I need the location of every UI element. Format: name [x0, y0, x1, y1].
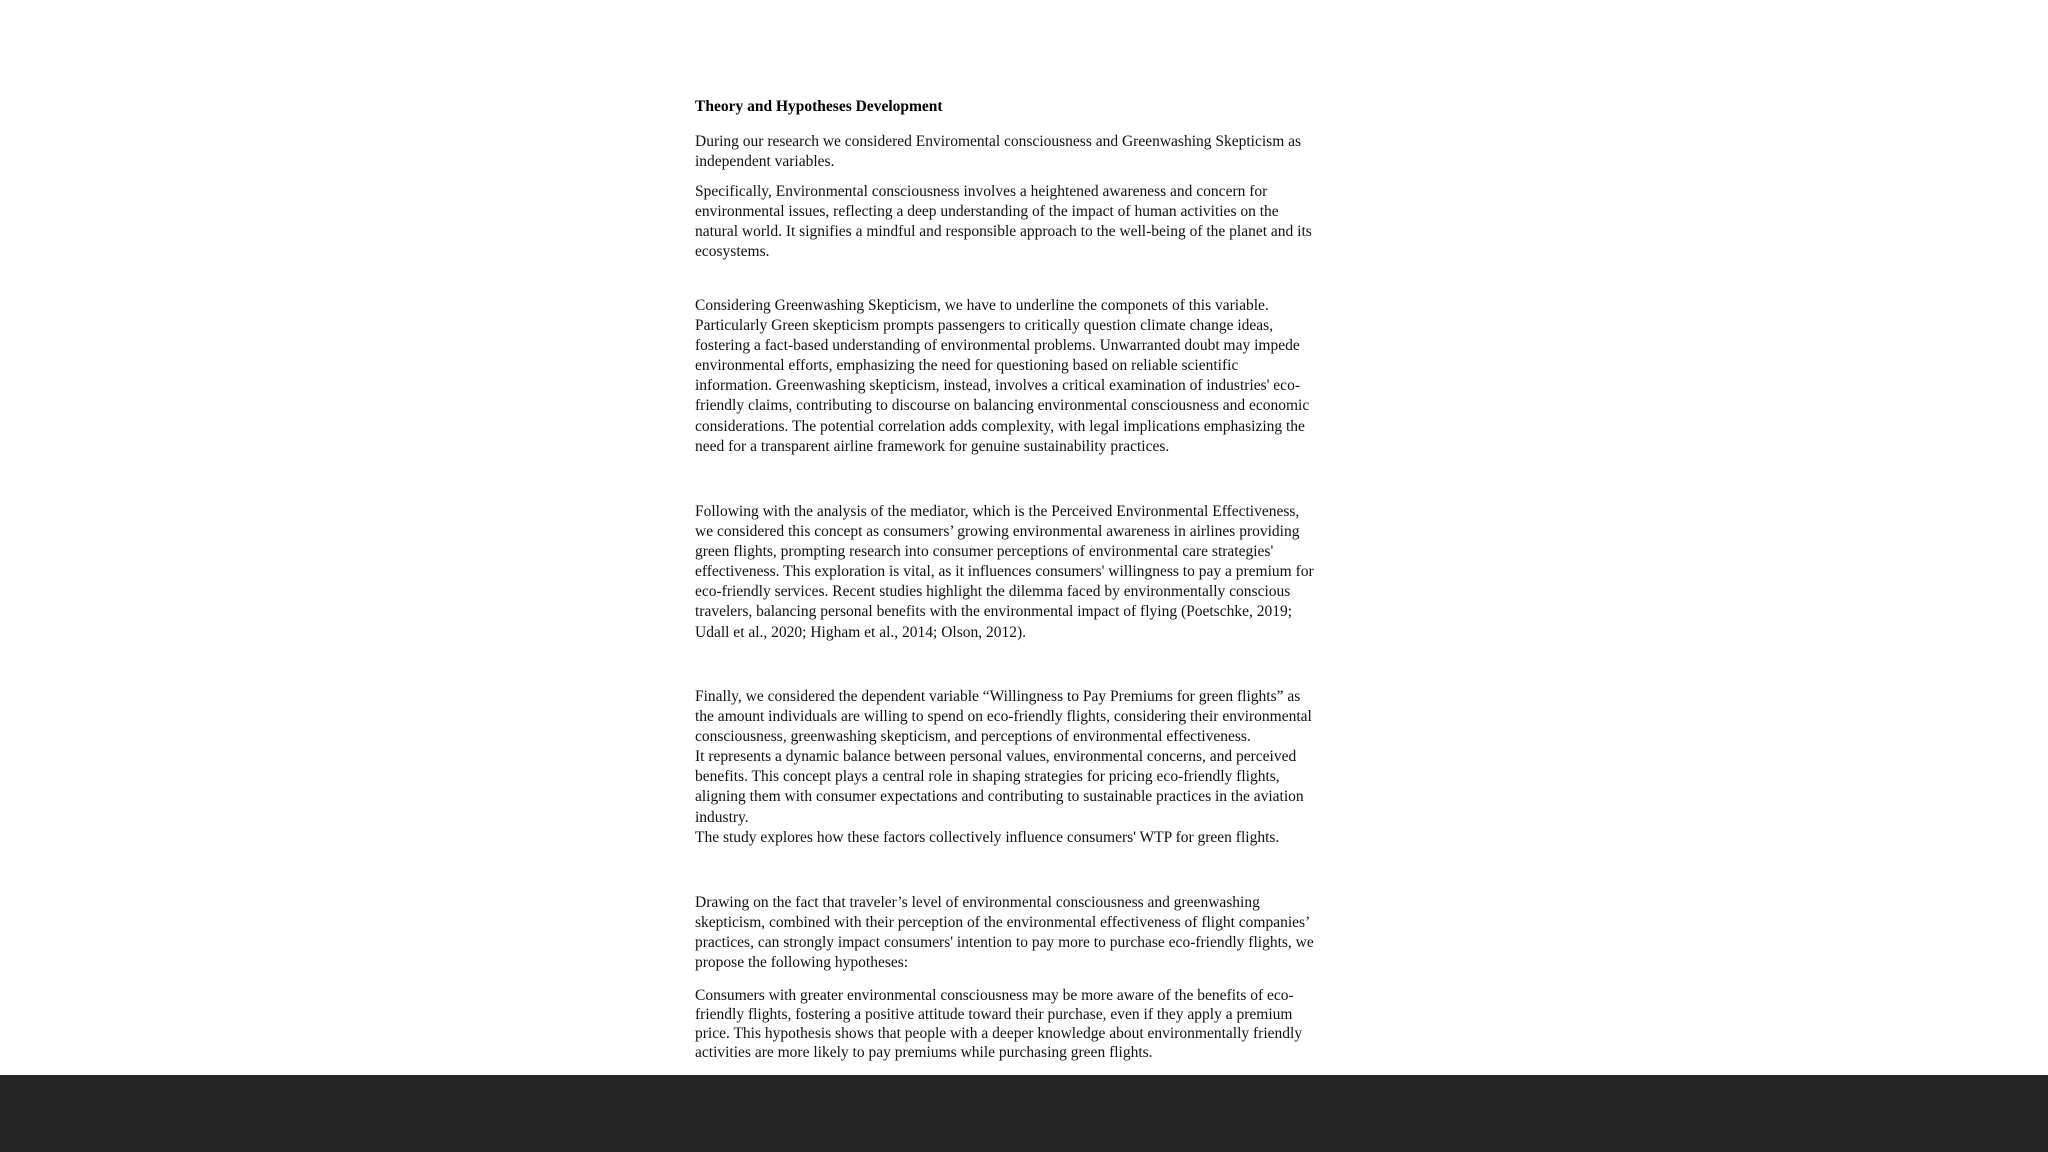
- text-line: Drawing on the fact that traveler’s level of environmental consciousness and greenwashing: [695, 894, 1260, 911]
- text-line: eco-friendly services. Recent studies highlight the dilemma faced by environmentally conscious: [695, 583, 1291, 601]
- text-line: green flights, prompting research into consumer perceptions of environmental care strategies': [695, 543, 1274, 561]
- text-line: consciousness, greenwashing skepticism, and perceptions of environmental effectiveness.: [695, 728, 1251, 746]
- text-line: friendly flights, fostering a positive attitude toward their purchase, even if they apply a premium: [695, 1006, 1293, 1023]
- text-line: Following with the analysis of the mediator, which is the Perceived Environmental Effectiveness,: [695, 503, 1300, 520]
- paragraph-dependent-variable: [695, 687, 1355, 848]
- section-heading: Theory and Hypotheses Development: [695, 98, 943, 115]
- text-line: Finally, we considered the dependent variable “Willingness to Pay Premiums for green flights” as: [695, 688, 1301, 705]
- text-line: It represents a dynamic balance between personal values, environmental concerns, and perceived: [695, 748, 1297, 766]
- text-line: environmental issues, reflecting a deep understanding of the impact of human activities on the: [695, 203, 1279, 221]
- bottom-bar: [0, 1075, 2048, 1152]
- text-line: skepticism, combined with their perception of the environmental effectiveness of flight companies’: [695, 914, 1311, 932]
- text-line: practices, can strongly impact consumers' intention to pay more to purchase eco-friendly flights, we: [695, 934, 1314, 952]
- text-line: Particularly Green skepticism prompts passengers to critically question climate change ideas,: [695, 317, 1274, 335]
- paragraph-intro: [695, 132, 1355, 172]
- paragraph-environmental-consciousness: [695, 182, 1355, 262]
- text-line: effectiveness. This exploration is vital, as it influences consumers' willingness to pay a premium for: [695, 563, 1314, 581]
- text-line: independent variables.: [695, 153, 835, 171]
- paragraph-hypothesis-one: [695, 986, 1355, 1062]
- text-line: Considering Greenwashing Skepticism, we have to underline the componets of this variable.: [695, 297, 1269, 314]
- text-line: we considered this concept as consumers’ growing environmental awareness in airlines providing: [695, 523, 1300, 541]
- paragraph-greenwashing-skepticism: [695, 296, 1355, 457]
- text-line: activities are more likely to pay premiums while purchasing green flights.: [695, 1044, 1153, 1061]
- text-line: Specifically, Environmental consciousness involves a heightened awareness and concern for: [695, 183, 1268, 200]
- text-line: the amount individuals are willing to spend on eco-friendly flights, considering their environmental: [695, 708, 1312, 726]
- text-line: travelers, balancing personal benefits with the environmental impact of flying (Poetschke, 2019;: [695, 603, 1293, 621]
- text-line: considerations. The potential correlation adds complexity, with legal implications emphasizing the: [695, 417, 1305, 435]
- text-line: industry.: [695, 808, 749, 826]
- text-line: propose the following hypotheses:: [695, 954, 909, 972]
- text-line: The study explores how these factors collectively influence consumers' WTP for green flights.: [695, 828, 1280, 846]
- text-line: During our research we considered Enviromental consciousness and Greenwashing Skepticism as: [695, 133, 1302, 150]
- text-line: friendly claims, contributing to discourse on balancing environmental consciousness and economic: [695, 397, 1310, 415]
- text-line: natural world. It signifies a mindful and responsible approach to the well-being of the planet and its: [695, 223, 1312, 241]
- text-line: environmental efforts, emphasizing the need for questioning based on reliable scientific: [695, 357, 1239, 375]
- paragraph-hypotheses-intro: [695, 893, 1355, 973]
- text-line: benefits. This concept plays a central role in shaping strategies for pricing eco-friendly flights,: [695, 768, 1280, 786]
- text-line: ecosystems.: [695, 243, 770, 261]
- text-line: fostering a fact-based understanding of environmental problems. Unwarranted doubt may impede: [695, 337, 1300, 355]
- text-line: price. This hypothesis shows that people with a deeper knowledge about environmentally friendly: [695, 1025, 1303, 1042]
- paragraph-mediator: [695, 502, 1355, 643]
- text-line: need for a transparent airline framework for genuine sustainability practices.: [695, 437, 1170, 455]
- text-line: information. Greenwashing skepticism, instead, involves a critical examination of industries' eco-: [695, 377, 1300, 395]
- text-line: Udall et al., 2020; Higham et al., 2014; Olson, 2012).: [695, 623, 1027, 641]
- document-page: [695, 0, 1355, 1075]
- text-line: Consumers with greater environmental consciousness may be more aware of the benefits of eco-: [695, 987, 1294, 1004]
- text-line: aligning them with consumer expectations and contributing to sustainable practices in the aviation: [695, 788, 1304, 806]
